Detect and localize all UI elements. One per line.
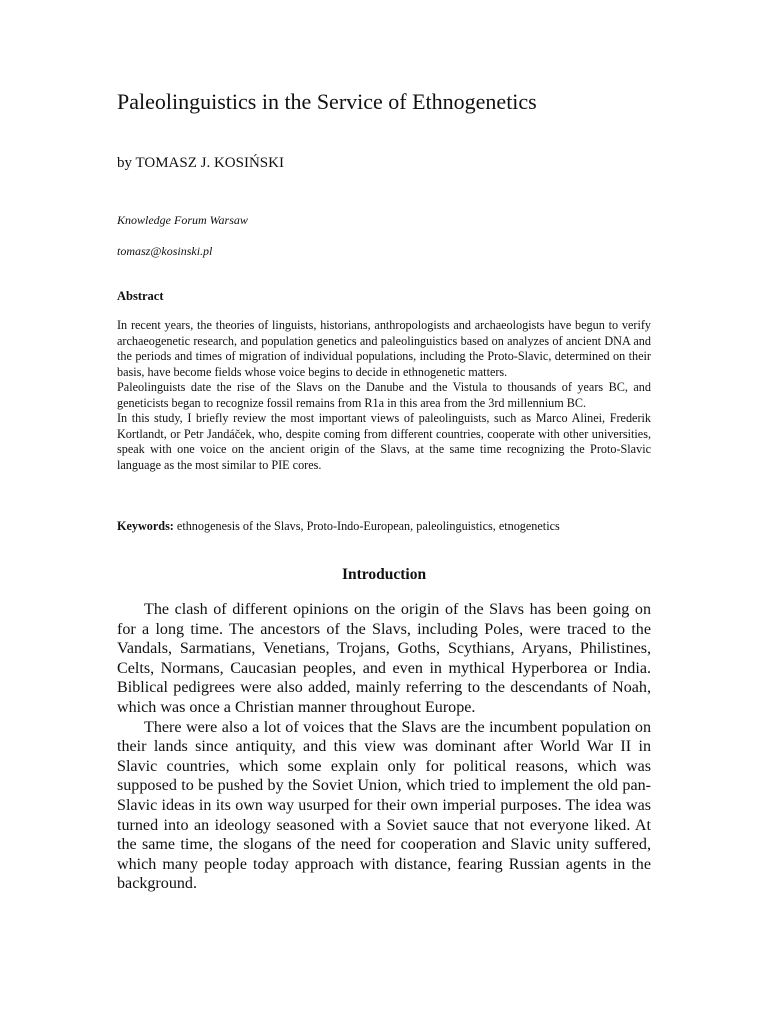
abstract-paragraph: In recent years, the theories of linguists, historians, anthropologists and archaeologists have begun to verify archaeogenetic research, and population genetics and paleolinguistics based on analyzes of ancient DNA and the periods and times of migration of individual populations, including the Proto-Slavic, determined on their basis, have become fields whose voice begins to decide in ethnogenetic matters.	[117, 318, 651, 379]
author-line: by TOMASZ J. KOSIŃSKI	[117, 155, 284, 171]
affiliation: Knowledge Forum Warsaw	[117, 213, 248, 227]
introduction-heading: Introduction	[341, 566, 427, 583]
body-paragraph: There were also a lot of voices that the Slavs are the incumbent population on their lands since antiquity, and this view was dominant after World War II in Slavic countries, which some explain only for political reasons, which was supposed to be pushed by the Soviet Union, which tried to implement the old pan-Slavic ideas in its own way usurped for their own imperial purposes. The idea was turned into an ideology seasoned with a Soviet sauce that not everyone liked. At the same time, the slogans of the need for cooperation and Slavic unity suffered, which many people today approach with distance, fearing Russian agents in the background.	[117, 718, 651, 893]
abstract-paragraph: In this study, I briefly review the most important views of paleolinguists, such as Marco Alinei, Frederik Kortlandt, or Petr Jandáček, who, despite coming from different countries, cooperate with other universities, speak with one voice on the ancient origin of the Slavs, at the same time recognizing the Proto-Slavic language as the most similar to PIE cores.	[117, 411, 651, 472]
keywords-label: Keywords:	[117, 519, 174, 533]
keywords-line	[117, 518, 651, 534]
abstract-paragraph: Paleolinguists date the rise of the Slavs on the Danube and the Vistula to thousands of years BC, and geneticists began to recognize fossil remains from R1a in this area from the 3rd millennium BC.	[117, 380, 651, 410]
body-paragraph: The clash of different opinions on the origin of the Slavs has been going on for a long time. The ancestors of the Slavs, including Poles, were traced to the Vandals, Sarmatians, Venetians, Trojans, Goths, Scythians, Aryans, Philistines, Celts, Normans, Caucasian peoples, and even in mythical Hyperborea or India. Biblical pedigrees were also added, mainly referring to the descendants of Noah, which was once a Christian manner throughout Europe.	[117, 601, 651, 716]
introduction-body	[117, 600, 651, 894]
author-email: tomasz@kosinski.pl	[117, 244, 213, 258]
abstract-body	[117, 318, 651, 473]
abstract-heading: Abstract	[117, 289, 164, 303]
keywords-text: ethnogenesis of the Slavs, Proto-Indo-European, paleolinguistics, etnogenetics	[173, 519, 560, 533]
paper-title: Paleolinguistics in the Service of Ethnogenetics	[117, 89, 537, 114]
